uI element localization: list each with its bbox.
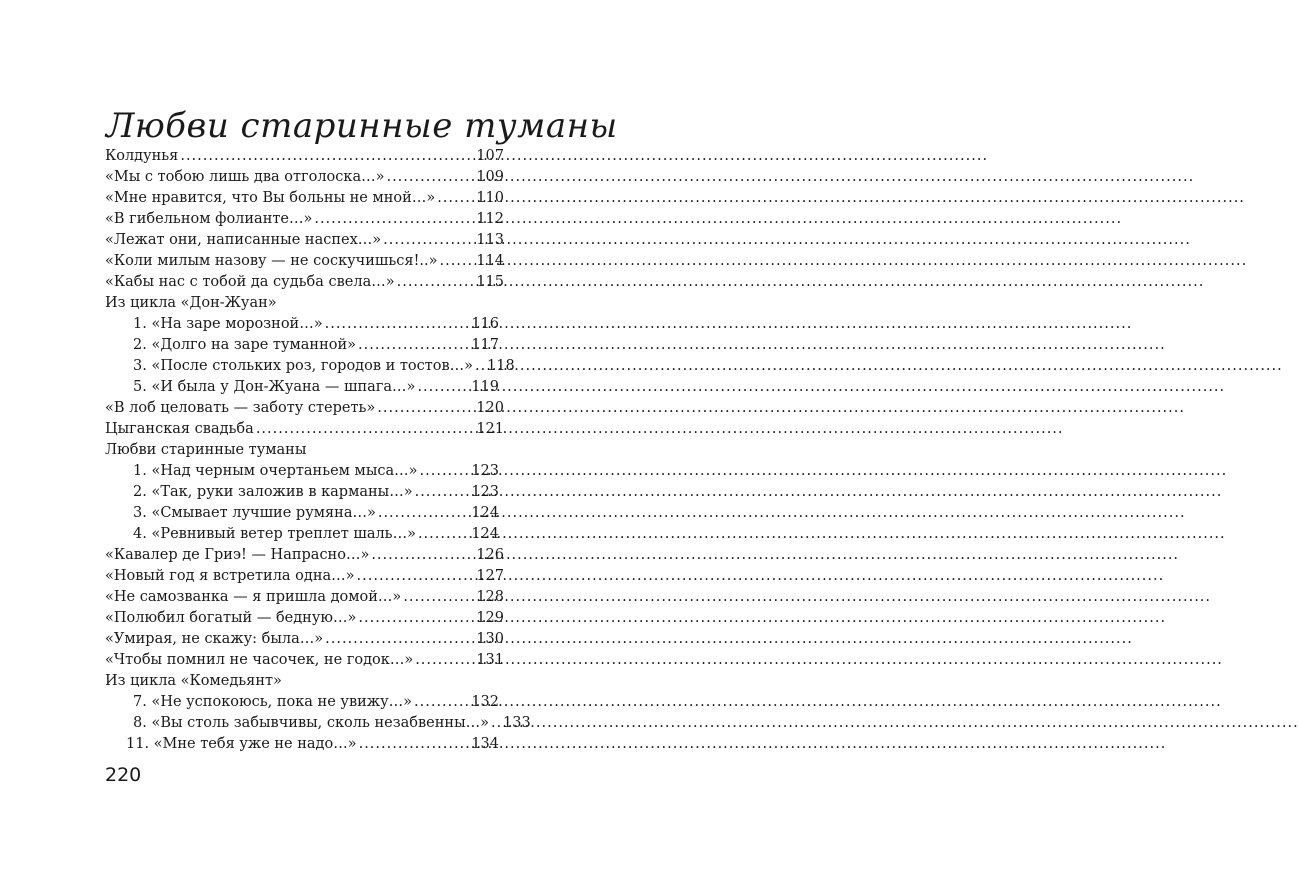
- toc-entry[interactable]: [105, 419, 504, 440]
- entry-page: 130: [476, 631, 504, 647]
- entry-title: «Умирая, не скажу: была…»: [105, 631, 324, 647]
- section-title: Любви старинные туманы: [106, 106, 618, 146]
- toc-entry[interactable]: [105, 587, 504, 608]
- page-number: 220: [105, 764, 142, 786]
- entry-page: 118: [487, 358, 515, 374]
- entry-title: 4. «Ревнивый ветер треплет шаль…»: [133, 526, 416, 542]
- entry-title: 11. «Мне тебя уже не надо…»: [126, 736, 357, 752]
- entry-title: «В гибельном фолианте…»: [105, 211, 313, 227]
- entry-title: «Чтобы помнил не часочек, не годок…»: [105, 652, 414, 668]
- entry-page: 124: [471, 526, 499, 542]
- entry-title: «Коли милым назову — не соскучишься!..»: [105, 253, 438, 269]
- entry-title: 3. «После стольких роз, городов и тостов…»: [133, 358, 474, 374]
- entry-page: 112: [476, 211, 504, 227]
- dot-leader: [180, 146, 474, 167]
- entry-title: 7. «Не успокоюсь, пока не увижу…»: [133, 694, 413, 710]
- entry-title: «Мы с тобою лишь два отголоска…»: [105, 169, 385, 185]
- entry-title: 1. «Над черным очертаньем мыса…»: [133, 463, 418, 479]
- toc-entry[interactable]: [133, 335, 499, 356]
- dot-leader: [359, 734, 470, 755]
- entry-page: 113: [476, 232, 504, 248]
- dot-leader: [386, 167, 474, 188]
- entry-page: 132: [471, 694, 499, 710]
- toc-entry[interactable]: [105, 545, 504, 566]
- dot-leader: [325, 314, 470, 335]
- entry-page: 117: [471, 337, 499, 353]
- entry-page: 131: [476, 652, 504, 668]
- toc-entry[interactable]: [133, 524, 499, 545]
- entry-page: 127: [476, 568, 504, 584]
- entry-title: «Кабы нас с тобой да судьба свела…»: [105, 274, 395, 290]
- entry-title: 1. «На заре морозной…»: [133, 316, 323, 332]
- toc-entry[interactable]: [133, 482, 499, 503]
- entry-title: Колдунья: [105, 148, 179, 164]
- entry-title: «Лежат они, написанные наспех…»: [105, 232, 382, 248]
- toc-entry[interactable]: [105, 272, 504, 293]
- entry-page: 107: [476, 148, 504, 164]
- toc-entry[interactable]: [105, 188, 504, 209]
- entry-page: 133: [503, 715, 531, 731]
- cycle-heading: Любви старинные туманы: [105, 442, 307, 458]
- toc-entry[interactable]: [105, 608, 504, 629]
- dot-leader: [371, 545, 474, 566]
- toc-entry[interactable]: [133, 377, 499, 398]
- toc-entry[interactable]: [126, 734, 499, 755]
- entry-title: 8. «Вы столь забывчивы, сколь незабвенны…»: [133, 715, 490, 731]
- entry-page: 123: [471, 463, 499, 479]
- entry-page: 129: [476, 610, 504, 626]
- entry-page: 114: [476, 253, 504, 269]
- entry-page: 116: [471, 316, 499, 332]
- toc-entry[interactable]: [105, 209, 504, 230]
- entry-page: 126: [476, 547, 504, 563]
- dot-leader: [414, 692, 469, 713]
- entry-title: «В лоб целовать — заботу стереть»: [105, 400, 376, 416]
- entry-title: «Новый год я встретила одна…»: [105, 568, 355, 584]
- entry-page: 128: [476, 589, 504, 605]
- entry-title: 2. «Долго на заре туманной»: [133, 337, 356, 353]
- toc-entry[interactable]: [105, 650, 504, 671]
- toc-entry[interactable]: [105, 566, 504, 587]
- toc-entry[interactable]: [105, 230, 504, 251]
- dot-leader: [403, 587, 474, 608]
- entry-title: 3. «Смывает лучшие румяна…»: [133, 505, 376, 521]
- book-page: [0, 0, 618, 869]
- dot-leader: [358, 608, 474, 629]
- entry-page: 109: [476, 169, 504, 185]
- entry-title: «Полюбил богатый — бедную…»: [105, 610, 357, 626]
- dot-leader: [325, 629, 474, 650]
- entry-page: 123: [471, 484, 499, 500]
- entry-page: 115: [476, 274, 504, 290]
- dot-leader: [491, 713, 501, 734]
- dot-leader: [397, 272, 475, 293]
- dot-leader: [420, 461, 470, 482]
- dot-leader: [314, 209, 474, 230]
- toc-entry[interactable]: [133, 713, 531, 734]
- dot-leader: [418, 524, 469, 545]
- entry-page: 124: [471, 505, 499, 521]
- dot-leader: [475, 356, 485, 377]
- dot-leader: [415, 482, 470, 503]
- entry-title: «Мне нравится, что Вы больны не мной…»: [105, 190, 436, 206]
- dot-leader: [377, 398, 474, 419]
- dot-leader: [383, 230, 474, 251]
- cycle-heading: Из цикла «Дон-Жуан»: [105, 295, 277, 311]
- entry-title: Цыганская свадьба: [105, 421, 254, 437]
- cycle-heading: Из цикла «Комедьянт»: [105, 673, 282, 689]
- entry-title: «Кавалер де Гриэ! — Напрасно…»: [105, 547, 370, 563]
- toc-entry[interactable]: [133, 356, 515, 377]
- dot-leader: [417, 377, 469, 398]
- dot-leader: [358, 335, 469, 356]
- entry-title: 2. «Так, руки заложив в карманы…»: [133, 484, 413, 500]
- dot-leader: [256, 419, 475, 440]
- toc-entry[interactable]: [133, 503, 499, 524]
- entry-page: 110: [476, 190, 504, 206]
- entry-page: 119: [471, 379, 499, 395]
- toc-entry[interactable]: [105, 629, 504, 650]
- toc-entry[interactable]: [105, 398, 504, 419]
- toc-entry[interactable]: [105, 251, 504, 272]
- entry-page: 120: [476, 400, 504, 416]
- toc-entry[interactable]: [133, 692, 499, 713]
- toc-entry[interactable]: [105, 146, 504, 167]
- dot-leader: [437, 188, 474, 209]
- toc-entry[interactable]: [133, 461, 499, 482]
- toc-entry[interactable]: [133, 314, 499, 335]
- entry-title: «Не самозванка — я пришла домой…»: [105, 589, 402, 605]
- toc-entry[interactable]: [105, 167, 504, 188]
- entry-title: 5. «И была у Дон-Жуана — шпага…»: [133, 379, 416, 395]
- dot-leader: [357, 566, 475, 587]
- dot-leader: [415, 650, 474, 671]
- entry-page: 121: [476, 421, 504, 437]
- dot-leader: [378, 503, 469, 524]
- entry-page: 134: [471, 736, 499, 752]
- dot-leader: [439, 251, 474, 272]
